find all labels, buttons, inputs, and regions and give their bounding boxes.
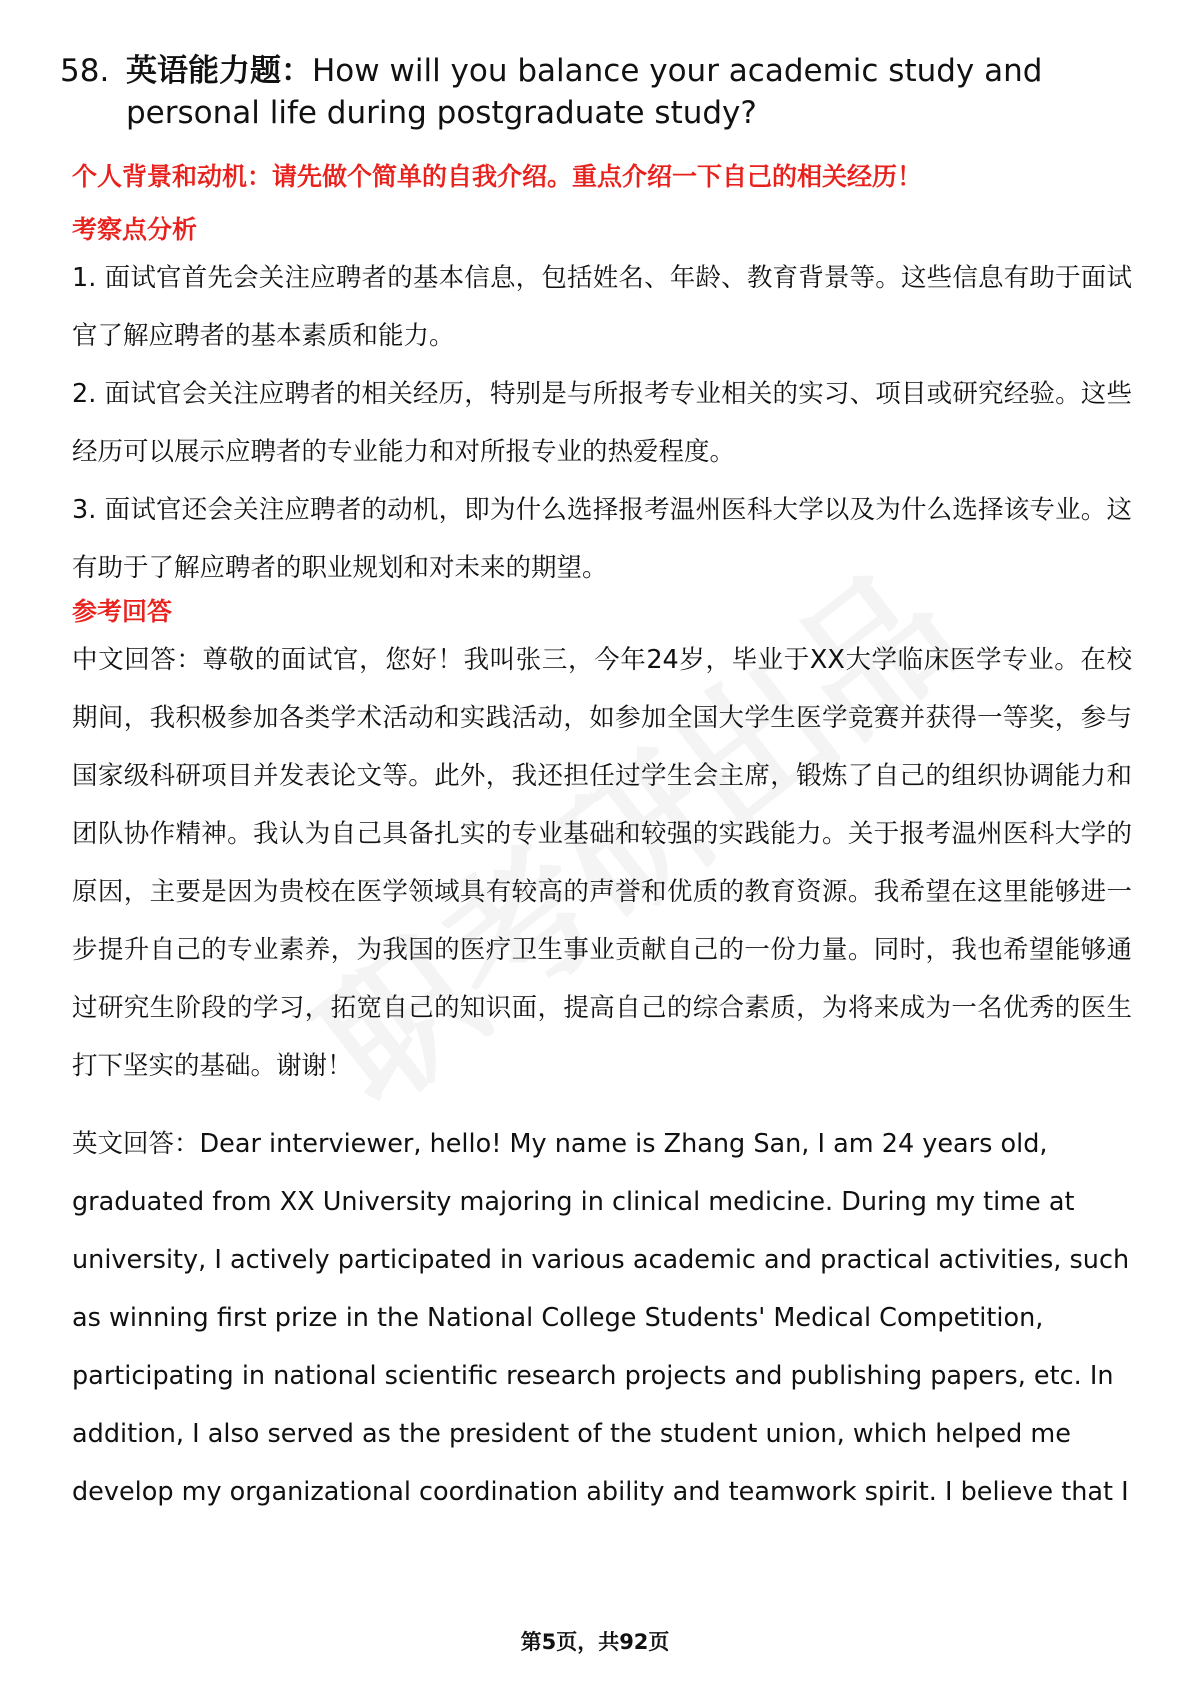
question-text-line2: personal life during postgraduate study? bbox=[126, 95, 757, 131]
analysis-section bbox=[72, 213, 1132, 247]
analysis-points bbox=[72, 249, 1132, 597]
intro-heading-block bbox=[72, 160, 1132, 194]
english-answer bbox=[72, 1115, 1132, 1521]
question-title bbox=[60, 50, 1130, 134]
question-text-line1: How will you balance your academic study and bbox=[312, 53, 1043, 89]
reference-heading: 参考回答 bbox=[72, 597, 173, 626]
page-footer: 第5页，共92页 bbox=[520, 1630, 670, 1654]
intro-heading: 个人背景和动机：请先做个简单的自我介绍。重点介绍一下自己的相关经历！ bbox=[72, 162, 923, 191]
analysis-point-1: 1. 面试官首先会关注应聘者的基本信息，包括姓名、年龄、教育背景等。这些信息有助于面试官了解应聘者的基本素质和能力。 bbox=[72, 263, 1132, 351]
chinese-answer-block bbox=[72, 631, 1132, 1095]
english-answer-block bbox=[72, 1115, 1132, 1521]
chinese-answer-text: 尊敬的面试官，您好！我叫张三，今年24岁，毕业于XX大学临床医学专业。在校期间，我积极参加各类学术活动和实践活动，如参加全国大学生医学竞赛并获得一等奖，参与国家级科研项目并发表论文等。此外，我还担任过学生会主席，锻炼了自己的组织协调能力和团队协作精神。我认为自己具备扎实的专业基础和较强的实践能力。关于报考温州医科大学的原因，主要是因为贵校在医学领域具有较高的声誉和优质的教育资源。我希望在这里能够进一步提升自己的专业素养，为我国的医疗卫生事业贡献自己的一份力量。同时，我也希望能够通过研究生阶段的学习，拓宽自己的知识面，提高自己的综合素质，为将来成为一名优秀的医生打下坚实的基础。谢谢！ bbox=[72, 645, 1132, 1081]
analysis-point-3: 3. 面试官还会关注应聘者的动机，即为什么选择报考温州医科大学以及为什么选择该专业。这有助于了解应聘者的职业规划和对未来的期望。 bbox=[72, 495, 1132, 583]
question-number: 58. bbox=[60, 53, 110, 89]
analysis-heading: 考察点分析 bbox=[72, 215, 198, 244]
analysis-point-2: 2. 面试官会关注应聘者的相关经历，特别是与所报考专业相关的实习、项目或研究经验。这些经历可以展示应聘者的专业能力和对所报专业的热爱程度。 bbox=[72, 379, 1132, 467]
chinese-answer bbox=[72, 631, 1132, 1095]
question-prefix: 英语能力题： bbox=[126, 53, 312, 89]
english-answer-text: Dear interviewer, hello! My name is Zhang San, I am 24 years old, graduated from XX University majoring in clinical medicine. During my time at university, I actively participated in various academic and practical activities, such as winning first prize in the National College Students' Medical Competition, participating in national scientific research projects and publishing papers, etc. In addition, I also served as the president of the student union, which helped me develop my organizational coordination ability and teamwork spirit. I believe that I bbox=[72, 1129, 1130, 1507]
reference-section bbox=[72, 595, 1132, 629]
english-answer-label: 英文回答： bbox=[72, 1129, 200, 1159]
chinese-answer-label: 中文回答： bbox=[72, 645, 203, 675]
